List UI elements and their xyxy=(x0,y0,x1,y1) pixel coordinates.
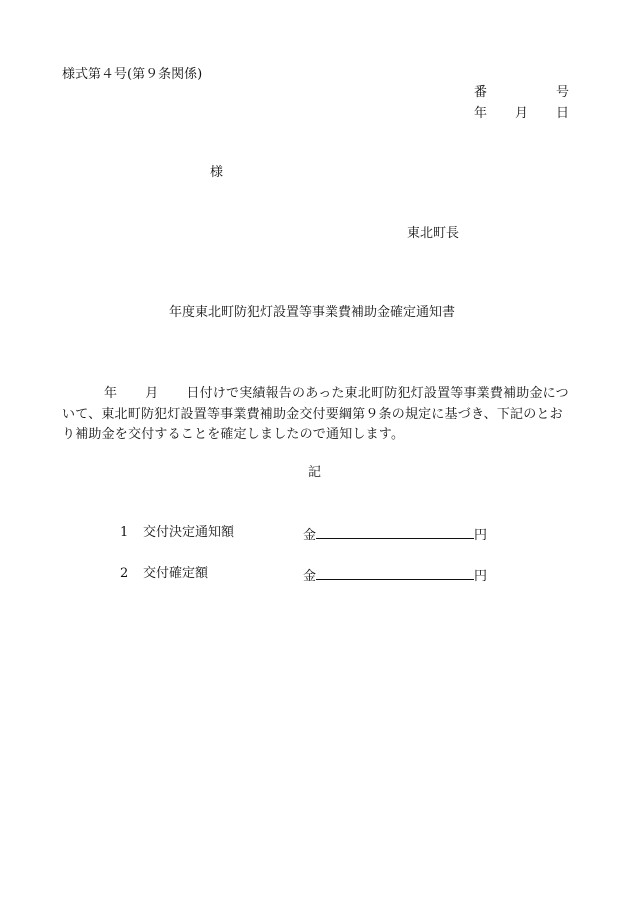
addressee-suffix: 様 xyxy=(210,165,224,180)
date-month: 月 xyxy=(515,106,529,121)
sender: 東北町長 xyxy=(407,226,460,241)
body-paragraph xyxy=(62,384,572,446)
body-text: 日付けで実績報告のあった東北町防犯灯設置等事業費補助金について、東北町防犯灯設置等事業費補助金交付要綱第９条の規定に基づき、下記のとおり補助金を交付することを確定しましたので通知します。 xyxy=(62,386,569,442)
date-day: 日 xyxy=(556,106,570,121)
amount-blank xyxy=(316,525,474,539)
item-prefix: 金 xyxy=(303,569,317,584)
form-label: 様式第４号(第９条関係) xyxy=(62,67,203,82)
item-label: 交付決定通知額 xyxy=(143,525,235,540)
item-unit: 円 xyxy=(474,569,488,584)
item-number: 1 xyxy=(120,525,129,540)
document-title: 年度東北町防犯灯設置等事業費補助金確定通知書 xyxy=(169,305,456,320)
item-unit: 円 xyxy=(474,528,488,543)
item-label: 交付確定額 xyxy=(143,566,209,581)
item-number: 2 xyxy=(120,566,129,581)
body-year: 年 xyxy=(104,386,118,401)
body-month: 月 xyxy=(145,386,159,401)
amount-blank xyxy=(316,566,474,580)
ki-heading: 記 xyxy=(308,465,322,480)
item-prefix: 金 xyxy=(303,528,317,543)
date-year: 年 xyxy=(474,106,488,121)
number-suffix: 号 xyxy=(556,85,570,100)
number-label: 番 xyxy=(474,85,488,100)
